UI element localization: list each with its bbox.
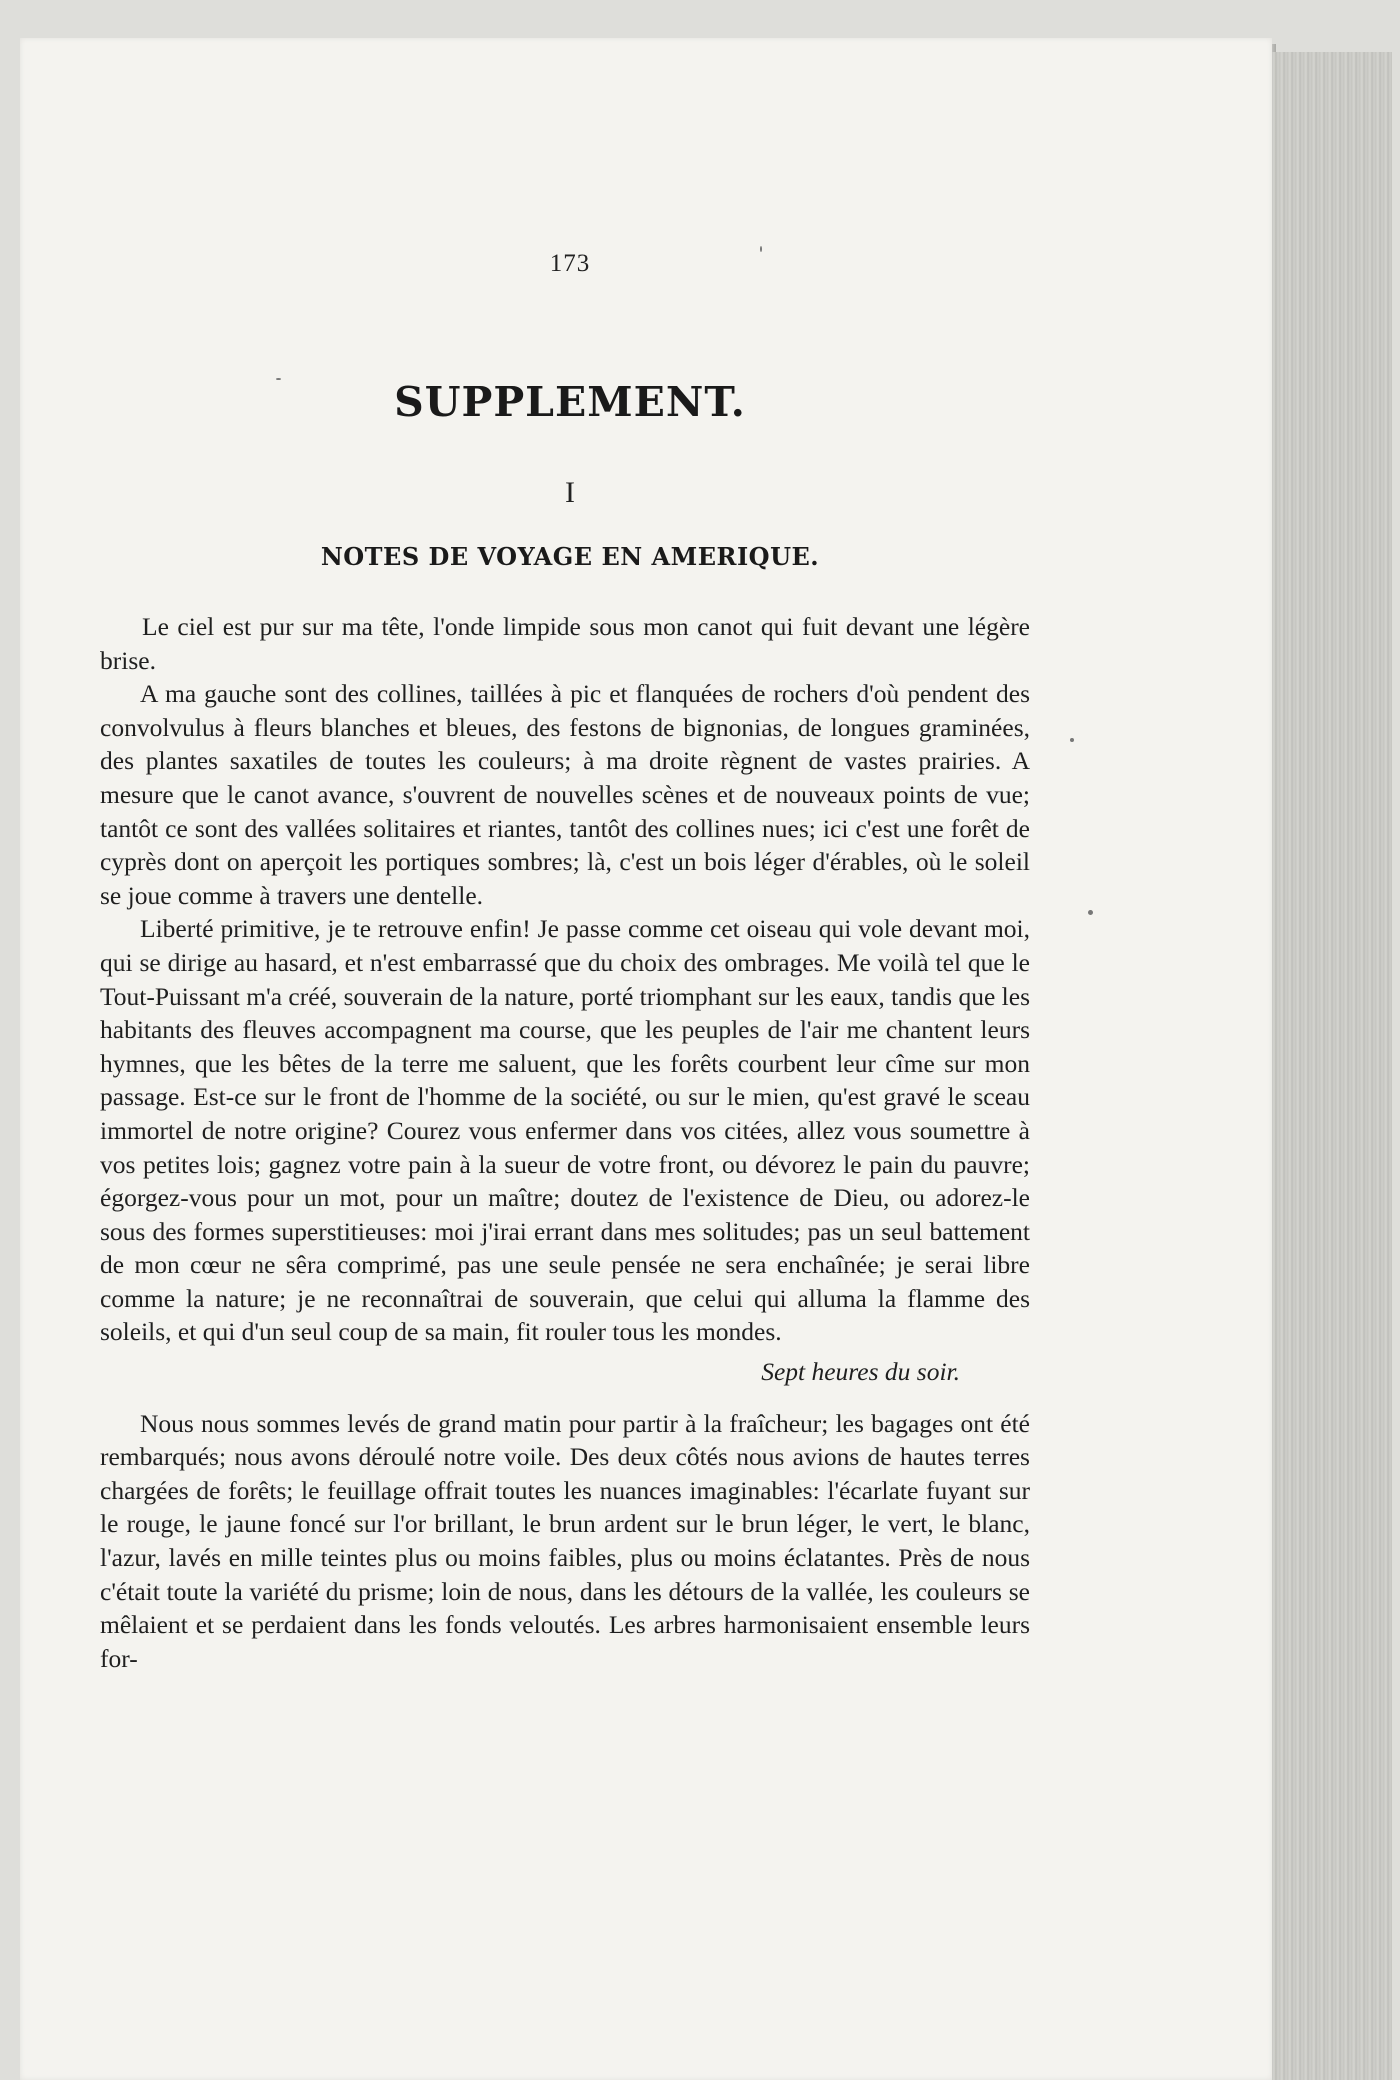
page-number: 173	[549, 250, 591, 277]
paragraph-gap	[100, 1389, 1030, 1407]
chapter-title: NOTES DE VOYAGE EN AMERIQUE.	[320, 542, 820, 571]
scan-speck	[1070, 738, 1074, 742]
scan-speck	[760, 246, 762, 252]
scan-speck	[276, 378, 281, 380]
paragraph: A ma gauche sont des collines, taillées à pic et flanquées de rochers d'où pendent des convolvulus à fleurs blanches et bleues, des festons de bignonias, de longues graminées, des plantes saxatiles de toutes les couleurs; à ma droite règnent de vastes prairies. A mesure que le canot avance, s'ouvrent de nouvelles scènes et de nouveaux points de vue; tantôt ce sont des vallées solitaires et riantes, tantôt des collines nues; ici c'est une forêt de cyprès dont on aperçoit les portiques sombres; là, c'est un bois léger d'érables, où le soleil se joue comme à travers une dentelle.	[100, 679, 1030, 910]
paragraph: Liberté primitive, je te retrouve enfin! Je passe comme cet oiseau qui vole devant moi, qui se dirige au hasard, et n'est embarrassé que du choix des ombrages. Me voilà tel que le Tout-Puissant m'a créé, souverain de la nature, porté triomphant sur les eaux, tandis que les habitants des fleuves accompagnent ma course, que les peuples de l'air me chantent leurs hymnes, que les bêtes de la terre me saluent, que les forêts courbent leur cîme sur mon passage. Est-ce sur le front de l'homme de la société, ou sur le mien, qu'est gravé le sceau immortel de notre origine? Courez vous enfermer dans vos citées, allez vous soumettre à vos petites lois; gagnez votre pain à la sueur de votre front, ou dévorez le pain du pauvre; égorgez-vous pour un mot, pour un maître; doutez de l'existence de Dieu, ou adorez-le sous des formes superstitieuses: moi j'irai errant dans mes solitudes; pas un seul battement de mon cœur ne sêra comprimé, pas une seule pensée ne sera enchaînée; je serai libre comme la nature; je ne reconnaîtrai de souverain, que celui qui alluma la flamme des soleils, et qui d'un seul coup de sa main, fit rouler tous les mondes.	[100, 914, 1030, 1347]
scan-speck	[1088, 910, 1093, 915]
paragraph: Le ciel est pur sur ma tête, l'onde limpide sous mon canot qui fuit devant une légère brise.	[100, 612, 1030, 675]
body-text	[100, 610, 1030, 1675]
book-page	[20, 38, 1272, 2080]
section-heading: SUPPLEMENT.	[394, 378, 746, 426]
paragraph: Nous nous sommes levés de grand matin pour partir à la fraîcheur; les bagages ont été rembarqués; nous avons déroulé notre voile. Des deux côtés nous avions de hautes terres chargées de forêts; le feuillage offrait toutes les nuances imaginables: l'écarlate fuyant sur le rouge, le jaune foncé sur l'or brillant, le brun ardent sur le brun léger, le vert, le blanc, l'azur, lavés en mille teintes plus ou moins faibles, plus ou moins éclatantes. Près de nous c'était toute la variété du prisme; loin de nous, dans les détours de la vallée, les couleurs se mêlaient et se perdaient dans les fonds veloutés. Les arbres harmonisaient ensemble leurs for-	[100, 1408, 1030, 1673]
book-page-edges	[1272, 52, 1392, 2080]
time-signoff: Sept heures du soir.	[761, 1357, 960, 1387]
section-numeral: I	[565, 476, 575, 509]
